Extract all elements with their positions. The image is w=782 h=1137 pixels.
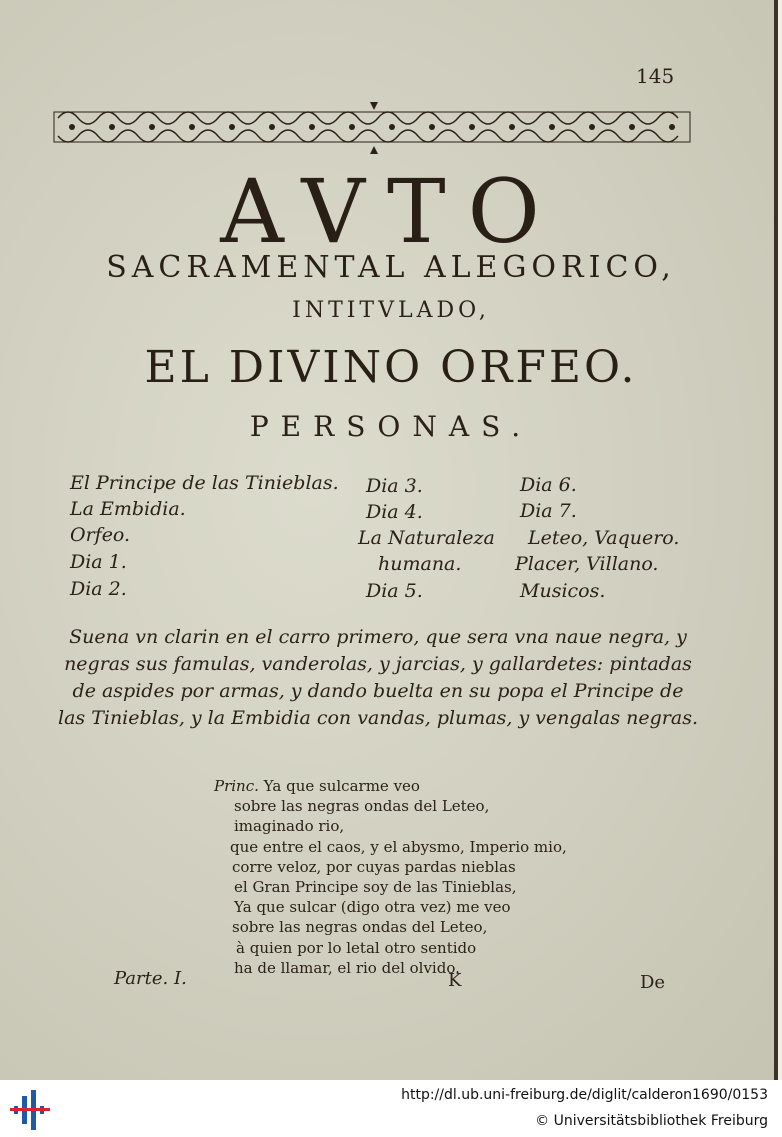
verse-line: Ya que sulcar (digo otra vez) me veo bbox=[234, 898, 511, 917]
verse-line: Ya que sulcarme veo bbox=[263, 777, 420, 795]
character-entry: Dia 3. bbox=[366, 475, 423, 497]
verse-line: imaginado rio, bbox=[234, 817, 345, 836]
character-entry: Dia 2. bbox=[70, 578, 127, 600]
verse-line: el Gran Principe soy de las Tinieblas, bbox=[234, 878, 517, 897]
verse-block bbox=[214, 776, 567, 978]
character-entry: El Principe de las Tinieblas. bbox=[70, 472, 339, 494]
character-entry: La Embidia. bbox=[70, 498, 186, 520]
character-entry: Placer, Villano. bbox=[515, 553, 659, 575]
verse-line: que entre el caos, y el abysmo, Imperio mio, bbox=[230, 837, 567, 856]
signature-mark: K bbox=[448, 970, 462, 991]
character-entry: Musicos. bbox=[520, 580, 606, 602]
title-intitulado: INTITVLADO, bbox=[292, 298, 490, 323]
page-number: 145 bbox=[636, 64, 675, 88]
copyright-notice: © Universitätsbibliothek Freiburg bbox=[535, 1113, 768, 1129]
ub-freiburg-logo-icon[interactable] bbox=[10, 1090, 50, 1130]
character-entry: Dia 6. bbox=[520, 474, 577, 496]
verse-line: sobre las negras ondas del Leteo, bbox=[232, 918, 488, 937]
title-sub: SACRAMENTAL ALEGORICO, bbox=[106, 250, 676, 285]
character-entry: Dia 5. bbox=[366, 580, 423, 602]
permalink-url[interactable]: http://dl.ub.uni-freiburg.de/diglit/calderon1690/0153 bbox=[401, 1087, 768, 1103]
character-entry: La Naturaleza bbox=[358, 527, 495, 549]
verse-line: sobre las negras ondas del Leteo, bbox=[234, 797, 490, 816]
ornament-band bbox=[52, 98, 692, 158]
verse-line: à quien por lo letal otro sentido bbox=[236, 938, 477, 957]
character-entry: Dia 4. bbox=[366, 501, 423, 523]
character-entry: Dia 1. bbox=[70, 551, 127, 573]
catchword: De bbox=[640, 972, 666, 993]
character-entry: humana. bbox=[378, 553, 462, 575]
title-play: EL DIVINO ORFEO. bbox=[144, 342, 638, 393]
viewer-footer bbox=[0, 1080, 782, 1137]
verse-line: ha de llamar, el rio del olvido. bbox=[234, 958, 460, 977]
stage-direction: Suena vn clarin en el carro primero, que sera vna naue negra, y negras sus famulas, vanderolas, y jarcias, y gallardetes: pintadas de aspides por armas, y dando buelta en su popa el Principe de las Tinieblas, y la Embidia con vandas, plumas, y vengalas negras. bbox=[58, 626, 698, 729]
verse-line: corre veloz, por cuyas pardas nieblas bbox=[232, 857, 516, 876]
footer-parte: Parte. I. bbox=[114, 968, 187, 989]
character-entry: Leteo, Vaquero. bbox=[528, 527, 680, 549]
title-main: AVTO bbox=[220, 160, 562, 263]
title-personas: PERSONAS. bbox=[249, 410, 533, 443]
character-entry: Dia 7. bbox=[520, 500, 577, 522]
character-entry: Orfeo. bbox=[70, 524, 131, 546]
speaker-label: Princ. bbox=[214, 777, 259, 795]
